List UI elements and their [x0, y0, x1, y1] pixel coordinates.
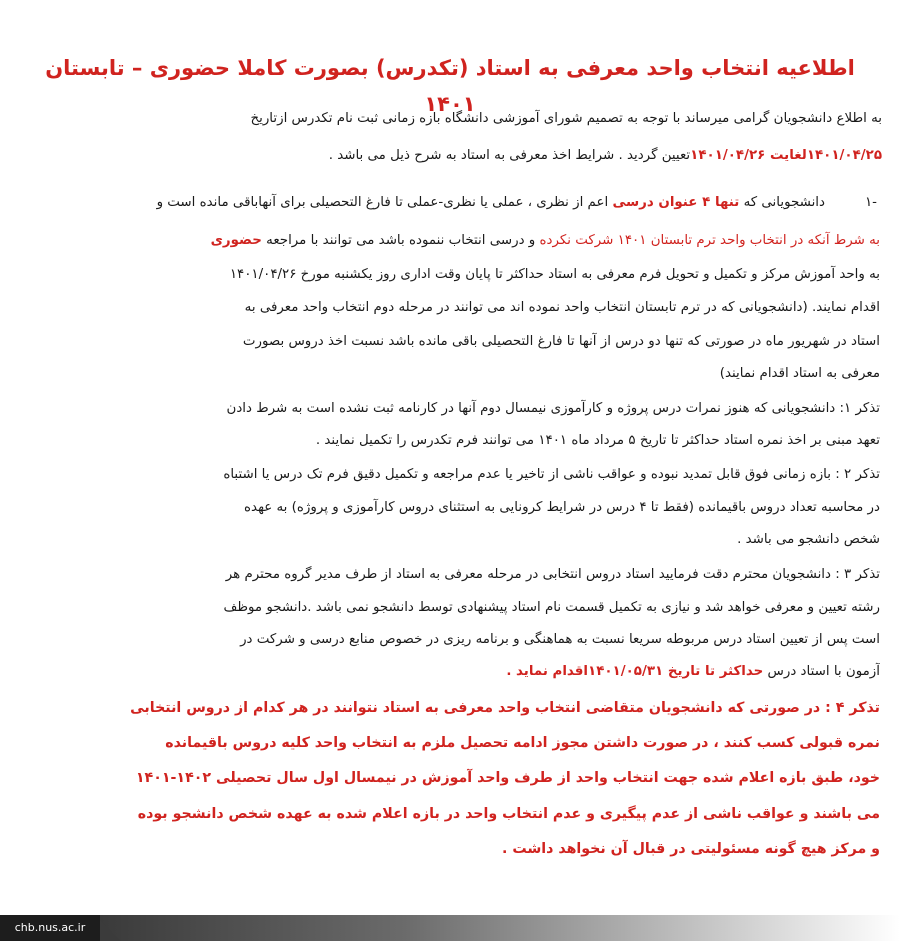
page-title: اطلاعیه انتخاب واحد معرفی به استاد (تکدرس) بصورت کاملا حضوری – تابستان ۱۴۰۱: [45, 56, 855, 116]
note4-line-2: نمره قبولی کسب کنند ، در صورت داشتن مجوز ادامه تحصیل ملزم به انتخاب واحد کلیه دروس باقیمانده: [165, 735, 880, 751]
intro-line-2: [18, 141, 882, 171]
item1-line-6: معرفی به استاد اقدام نمایند): [719, 366, 880, 381]
note3-deadline: حداکثر تا تاریخ ۱۴۰۱/۰۵/۳۱اقدام نماید .: [506, 664, 764, 679]
intro-line-1: به اطلاع دانشجویان گرامی میرساند با توجه به تصمیم شورای آموزشی دانشگاه بازه زمانی ثبت نام تکدرس ازتاریخ: [250, 111, 882, 126]
note3-line-4: [18, 657, 880, 687]
note1-line-2: تعهد مبنی بر اخذ نمره استاد حداکثر تا تاریخ ۵ مرداد ماه ۱۴۰۱ می توانند فرم تکدرس را تکمیل نمایند .: [315, 433, 880, 448]
item1-line-1: [18, 188, 825, 218]
note3-text: آزمون با استاد درس: [763, 664, 880, 679]
intro-line-2-rest: تعیین گردید . شرایط اخذ معرفی به استاد به شرح ذیل می باشد .: [328, 148, 691, 163]
note2-line-2: در محاسبه تعداد دروس باقیمانده (فقط تا ۴ درس در شرایط کرونایی به استثنای دروس کارآموزی و پروژه) به عهده: [244, 500, 880, 515]
note4-line-5: و مرکز هیچ گونه مسئولیتی در قبال آن نخواهد داشت .: [502, 841, 880, 857]
item1-line-3: به واحد آموزش مرکز و تکمیل و تحویل فرم معرفی به استاد حداکثر تا پایان وقت اداری روز یکشنبه مورخ ۱۴۰۱/۰۴/۲۶: [229, 267, 880, 282]
item1-line-2: [18, 226, 880, 256]
note1-line-1: تذکر ۱: دانشجویانی که هنوز نمرات درس پروژه و کارآموزی نیمسال دوم آنها در کارنامه ثبت نشده است به شرط دادن: [226, 401, 880, 416]
footer-url[interactable]: chb.nus.ac.ir: [0, 915, 100, 941]
item1-text-b: اعم از نظری ، عملی یا نظری-عملی تا فارغ التحصیلی برای آنهاباقی مانده است و: [156, 195, 613, 210]
item1-in-person: حضوری: [210, 233, 262, 248]
note2-line-3: شخص دانشجو می باشد .: [737, 532, 880, 547]
item1-text-c: و درسی انتخاب ننموده باشد می توانند با مراجعه: [261, 233, 536, 248]
item1-highlight-four-courses: تنها ۴ عنوان درسی: [612, 195, 740, 210]
note3-line-2: رشته تعیین و معرفی خواهد شد و نیازی به تکمیل قسمت نام استاد پیشنهادی توسط دانشجو نمی باشد .دانشجو موظف: [223, 600, 880, 615]
item1-text-a: دانشجویانی که: [739, 195, 825, 210]
note3-line-1: تذکر ۳ : دانشجویان محترم دقت فرمایید استاد دروس انتخابی در مرحله معرفی به استاد از طرف مدیر گروه محترم هر: [225, 567, 880, 582]
note2-line-1: تذکر ۲ : بازه زمانی فوق قابل تمدید نبوده و عواقب ناشی از تاخیر یا عدم مراجعه و تکمیل دقیق فرم تک درس یا اشتباه: [223, 467, 880, 482]
item1-line-5: استاد در شهریور ماه در صورتی که تنها دو درس از آنها تا فارغ التحصیلی باقی مانده باشد نسبت اخذ دروس بصورت: [242, 334, 880, 349]
item1-line-4: اقدام نمایند. (دانشجویانی که در ترم تابستان انتخاب واحد نموده اند می توانند در مرحله دوم انتخاب واحد معرفی به: [244, 300, 880, 315]
item1-condition-summer: به شرط آنکه در انتخاب واحد ترم تابستان ۱۴۰۱ شرکت نکرده: [535, 233, 880, 248]
item-number-1: -۱: [864, 195, 877, 210]
note3-line-3: است پس از تعیین استاد درس مربوطه سریعا نسبت به هماهنگی و برنامه ریزی در خصوص منابع درسی و شرکت در: [240, 632, 880, 647]
registration-date-range: ۱۴۰۱/۰۴/۲۵لغایت ۱۴۰۱/۰۴/۲۶: [690, 148, 882, 163]
note4-line-3: خود، طبق بازه اعلام شده جهت انتخاب واحد از طرف واحد آموزش در نیمسال اول سال تحصیلی ۱۴۰۲-۱۴۰۱: [135, 770, 880, 786]
footer-bar: [0, 915, 900, 941]
note4-line-4: می باشند و عواقب ناشی از عدم پیگیری و عدم انتخاب واحد در بازه اعلام شده به عهده شخص دانشجو بوده: [137, 806, 880, 822]
note4-line-1: تذکر ۴ : در صورتی که دانشجویان متقاضی انتخاب واحد معرفی به استاد نتوانند در هر کدام از دروس انتخابی: [130, 700, 880, 716]
